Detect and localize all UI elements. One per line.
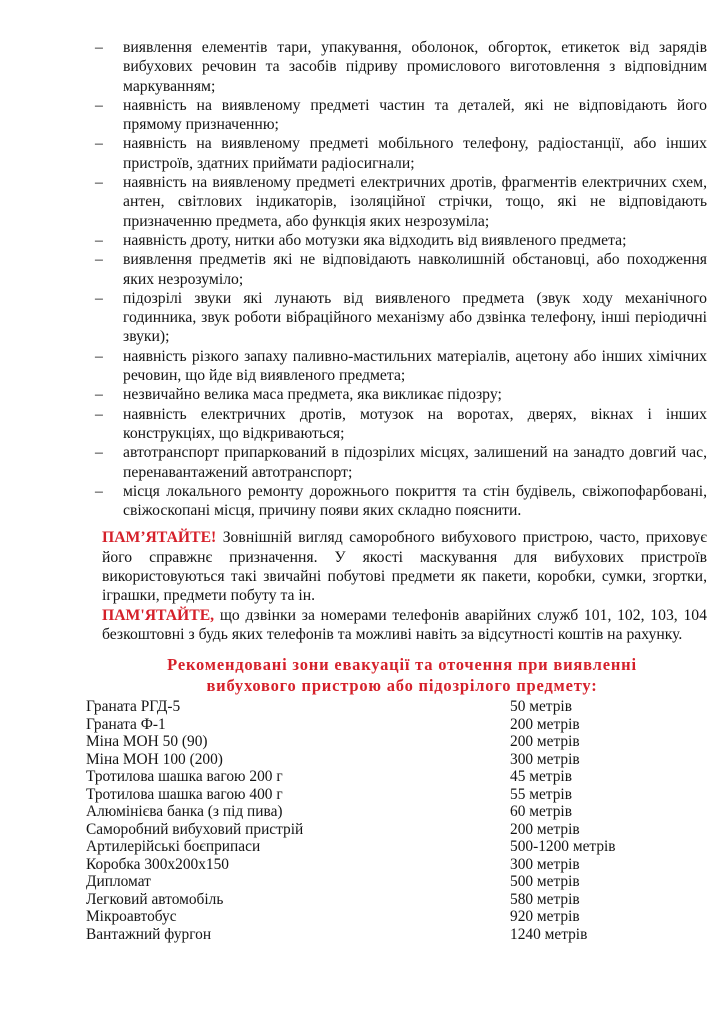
distance-value: 300 метрів: [510, 750, 580, 768]
list-item: [95, 347, 707, 386]
reminder-text: Зовнішній вигляд саморобного вибухового пристрою, часто, приховує його справжнє призначення. У якості маскування для вибухових пристроїв використовуються такі звичайні побутові предмети як пакети, коробки, сумки, згортки, іграшки, предмети побуту та ін.: [102, 529, 708, 605]
dash-bullet: –: [95, 96, 103, 114]
object-name: Міна МОН 100 (200): [86, 750, 223, 768]
object-name: Артилерійські боєприпаси: [86, 838, 261, 856]
dash-bullet: –: [95, 39, 103, 56]
table-row: [86, 716, 725, 734]
object-name: Дипломат: [86, 873, 151, 891]
distance-value: 200 метрів: [510, 715, 580, 733]
dash-bullet: –: [95, 386, 103, 404]
table-row: [86, 803, 725, 821]
distance-value: 300 метрів: [510, 855, 580, 873]
list-item-text: наявність дроту, нитки або мотузки яка відходить від виявленого предмета;: [123, 231, 627, 249]
distance-value: 580 метрів: [510, 890, 580, 908]
distance-value: 500-1200 метрів: [510, 838, 616, 856]
list-item-text: наявність на виявленому предметі мобільного телефону, радіостанції, або інших пристроїв, здатних приймати радіосигнали;: [123, 135, 707, 172]
object-name: Граната Ф-1: [86, 715, 166, 733]
title-line-2: вибухового пристрою або підозрілого предмету:: [206, 675, 598, 695]
list-item-text: наявність різкого запаху паливно-мастильних матеріалів, ацетону або інших хімічних речовин, що йде від виявленого предмета;: [123, 347, 707, 385]
table-row: [86, 838, 725, 856]
table-row: [86, 751, 725, 769]
object-name: Легковий автомобіль: [86, 890, 224, 908]
object-name: Алюмінієва банка (з під пива): [86, 803, 283, 821]
object-name: Тротилова шашка вагою 400 г: [86, 785, 283, 803]
list-item: [95, 482, 707, 521]
list-item: [95, 289, 707, 347]
dash-bullet: –: [95, 135, 103, 153]
title-line-1: Рекомендовані зони евакуації та оточення при виявленні: [167, 655, 637, 675]
suspicious-signs-list: [95, 38, 707, 520]
list-item: [95, 385, 707, 404]
object-name: Мікроавтобус: [86, 908, 177, 926]
list-item-text: автотранспорт припаркований в підозрілих місцях, залишений на занадто довгий час, перенавантажений автотранспорт;: [123, 444, 707, 481]
table-row: [86, 733, 725, 751]
distance-value: 50 метрів: [510, 698, 572, 716]
table-row: [86, 908, 725, 926]
table-row: [86, 891, 725, 909]
list-item: [95, 96, 707, 135]
list-item-text: наявність електричних дротів, мотузок на воротах, дверях, вікнах і інших конструкціях, що відкриваються;: [123, 405, 707, 442]
table-row: [86, 821, 725, 839]
list-item-text: виявлення предметів які не відповідають навколишній обстановці, або походження яких незрозуміло;: [123, 251, 707, 288]
list-item: [95, 405, 707, 444]
dash-bullet: –: [95, 289, 103, 307]
object-name: Саморобний вибуховий пристрій: [86, 820, 304, 838]
distance-value: 500 метрів: [510, 873, 580, 891]
reminder-paragraph-appearance: [102, 528, 707, 605]
list-item: [95, 443, 707, 482]
dash-bullet: –: [95, 347, 103, 365]
evacuation-zones-title: [97, 655, 707, 696]
list-item-text: наявність на виявленому предметі електричних дротів, фрагментів електричних схем, антен, світлових індикаторів, ізоляційної стрічки, тощо, які не відповідають призначенню предмета, або функція яких незрозуміла;: [123, 174, 707, 230]
table-row: [86, 926, 725, 944]
reminder-paragraph-emergency-calls: [102, 606, 707, 645]
table-row: [86, 873, 725, 891]
reminder-text: що дзвінки за номерами телефонів аварійних служб 101, 102, 103, 104 безкоштовні з будь яких телефонів та можливі навіть за відсутності коштів на рахунку.: [102, 606, 707, 643]
table-row: [86, 856, 725, 874]
distance-value: 920 метрів: [510, 908, 580, 926]
list-item: [95, 134, 707, 173]
list-item-text: місця локального ремонту дорожнього покриття та стін будівель, свіжопофарбовані, свіжоскопані місця, причину появи яких складно пояснити.: [123, 482, 707, 520]
table-row: [86, 768, 725, 786]
list-item: [95, 38, 707, 96]
table-row: [86, 698, 725, 716]
object-name: Коробка 300x200x150: [86, 855, 229, 873]
reminder-label: ПАМ’ЯТАЙТЕ!: [102, 529, 217, 547]
distance-value: 60 метрів: [510, 803, 572, 821]
list-item: [95, 173, 707, 231]
object-name: Вантажний фургон: [86, 925, 212, 943]
object-name: Граната РГД-5: [86, 698, 181, 716]
reminder-label: ПАМ'ЯТАЙТЕ,: [102, 606, 215, 624]
distance-value: 55 метрів: [510, 785, 572, 803]
dash-bullet: –: [95, 482, 103, 500]
dash-bullet: –: [95, 174, 103, 192]
list-item-text: підозрілі звуки які лунають від виявленого предмета (звук ходу механічного годинника, звук роботи вібраційного механізму або дзвінка телефону, інші періодичні звуки);: [123, 289, 707, 346]
list-item: [95, 250, 707, 289]
table-row: [86, 786, 725, 804]
dash-bullet: –: [95, 231, 103, 249]
object-name: Тротилова шашка вагою 200 г: [86, 768, 283, 786]
dash-bullet: –: [95, 405, 103, 423]
distance-value: 200 метрів: [510, 820, 580, 838]
list-item: [95, 231, 707, 250]
dash-bullet: –: [95, 444, 103, 462]
distance-value: 1240 метрів: [510, 925, 588, 943]
evacuation-distance-table: [86, 698, 725, 943]
dash-bullet: –: [95, 251, 103, 269]
distance-value: 200 метрів: [510, 733, 580, 751]
object-name: Міна МОН 50 (90): [86, 733, 208, 751]
list-item-text: незвичайно велика маса предмета, яка викликає підозру;: [123, 386, 502, 404]
list-item-text: виявлення елементів тари, упакування, оболонок, обгорток, етикеток від зарядів вибухових речовин та засобів підриву промислового виготовлення з відповідним маркуванням;: [123, 39, 707, 95]
list-item-text: наявність на виявленому предметі частин та деталей, які не відповідають його прямому призначенню;: [123, 96, 707, 134]
distance-value: 45 метрів: [510, 768, 572, 786]
